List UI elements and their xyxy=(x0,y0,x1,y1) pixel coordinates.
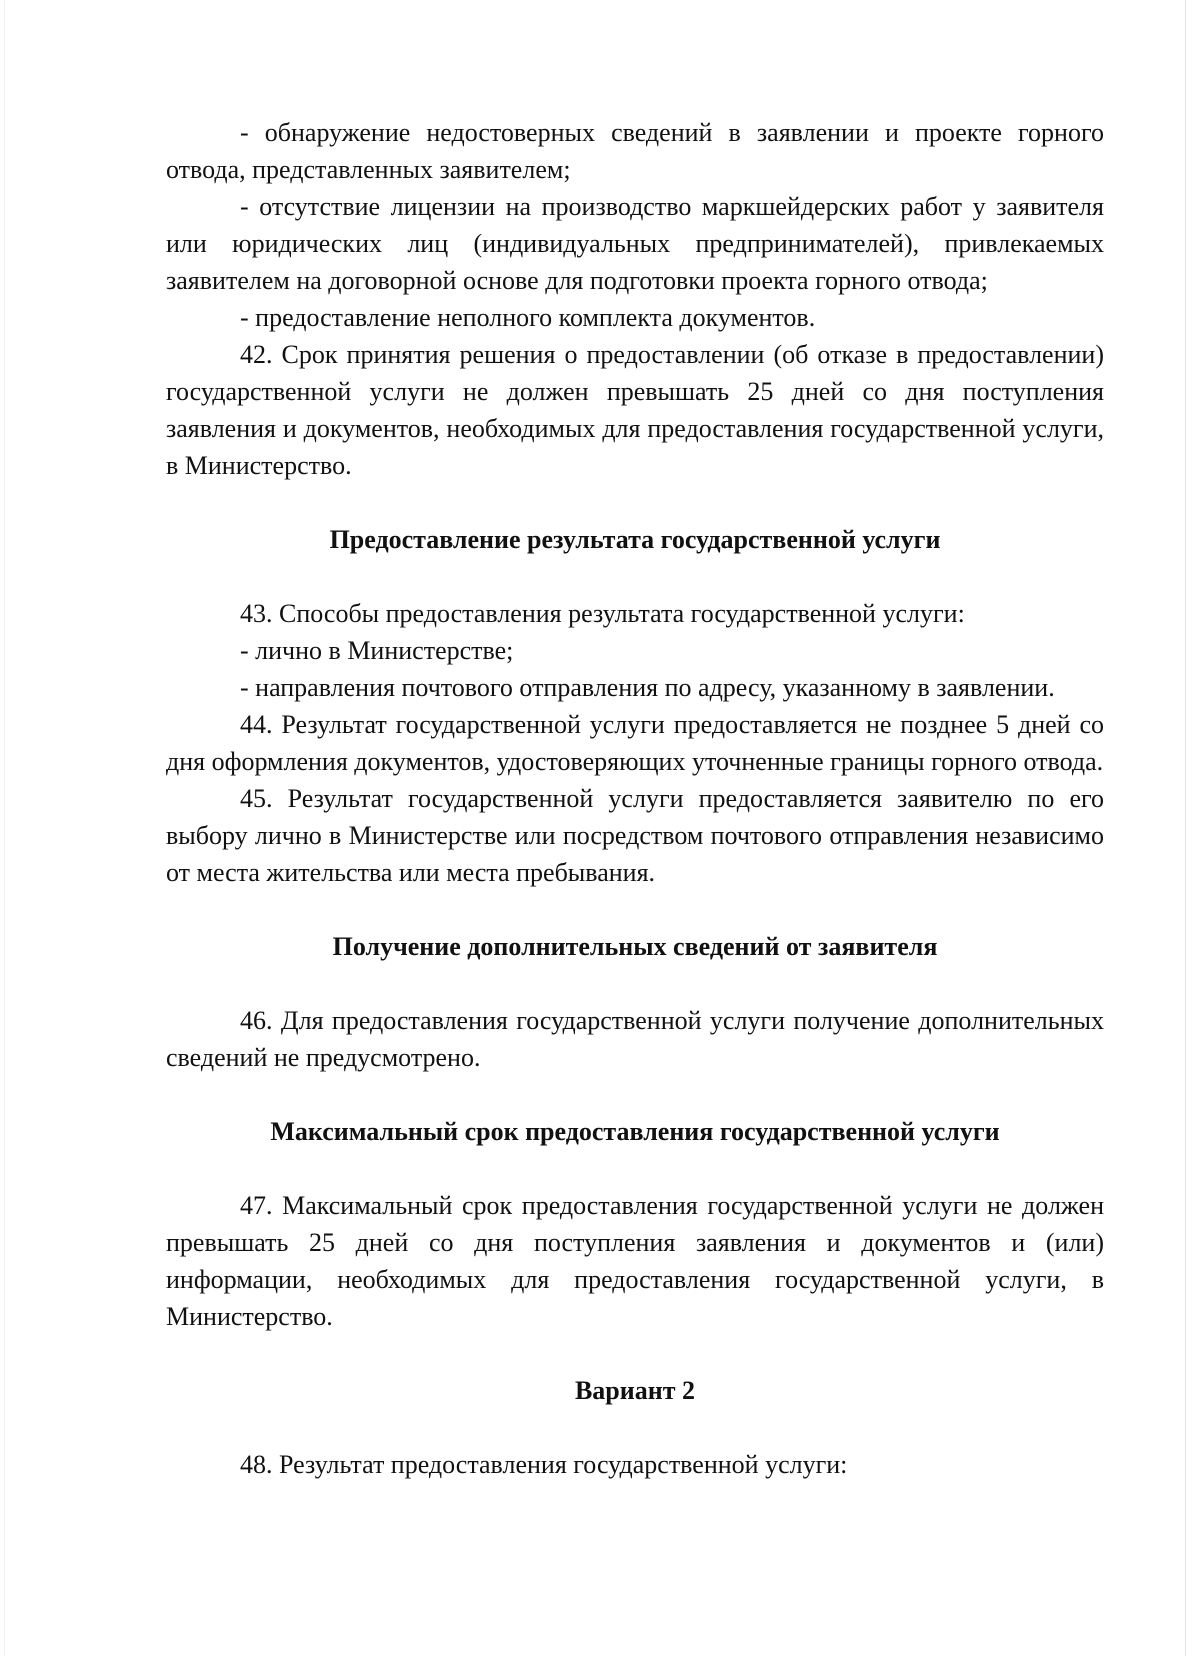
paragraph: - лично в Министерстве; xyxy=(240,636,514,665)
paragraph: 44. Результат государственной услуги предоставляется не позднее 5 дней со дня оформления документов, удостоверяющих уточненные границы горного отвода. xyxy=(166,710,1104,776)
section-heading: Предоставление результата государственной услуги xyxy=(329,525,941,554)
section-heading: Максимальный срок предоставления государственной услуги xyxy=(270,1117,1000,1146)
paragraph: 45. Результат государственной услуги предоставляется заявителю по его выбору лично в Министерстве или посредством почтового отправления независимо от места жительства или места пребывания. xyxy=(166,784,1104,887)
paragraph: 42. Срок принятия решения о предоставлении (об отказе в предоставлении) государственной услуги не должен превышать 25 дней со дня поступления заявления и документов, необходимых для предоставления государственной услуги, в Министерство. xyxy=(166,340,1104,480)
scan-edge-left xyxy=(4,0,5,1656)
document-body xyxy=(166,114,1104,1483)
paragraph: 47. Максимальный срок предоставления государственной услуги не должен превышать 25 дней со дня поступления заявления и документов и (или) информации, необходимых для предоставления государственной услуги, в Министерство. xyxy=(166,1191,1104,1331)
paragraph: - отсутствие лицензии на производство маркшейдерских работ у заявителя или юридических лиц (индивидуальных предпринимателей), привлекаемых заявителем на договорной основе для подготовки проекта горного отвода; xyxy=(166,192,1104,295)
paragraph: 48. Результат предоставления государственной услуги: xyxy=(240,1450,848,1479)
scan-edge-right xyxy=(1185,0,1186,1656)
paragraph: - обнаружение недостоверных сведений в заявлении и проекте горного отвода, представленных заявителем; xyxy=(166,118,1104,184)
paragraph: 46. Для предоставления государственной услуги получение дополнительных сведений не предусмотрено. xyxy=(166,1006,1104,1072)
paragraph: - предоставление неполного комплекта документов. xyxy=(240,303,816,332)
paragraph: - направления почтового отправления по адресу, указанному в заявлении. xyxy=(240,673,1055,702)
section-heading: Получение дополнительных сведений от заявителя xyxy=(332,932,938,961)
section-heading: Вариант 2 xyxy=(574,1376,696,1405)
paragraph: 43. Способы предоставления результата государственной услуги: xyxy=(240,599,965,628)
